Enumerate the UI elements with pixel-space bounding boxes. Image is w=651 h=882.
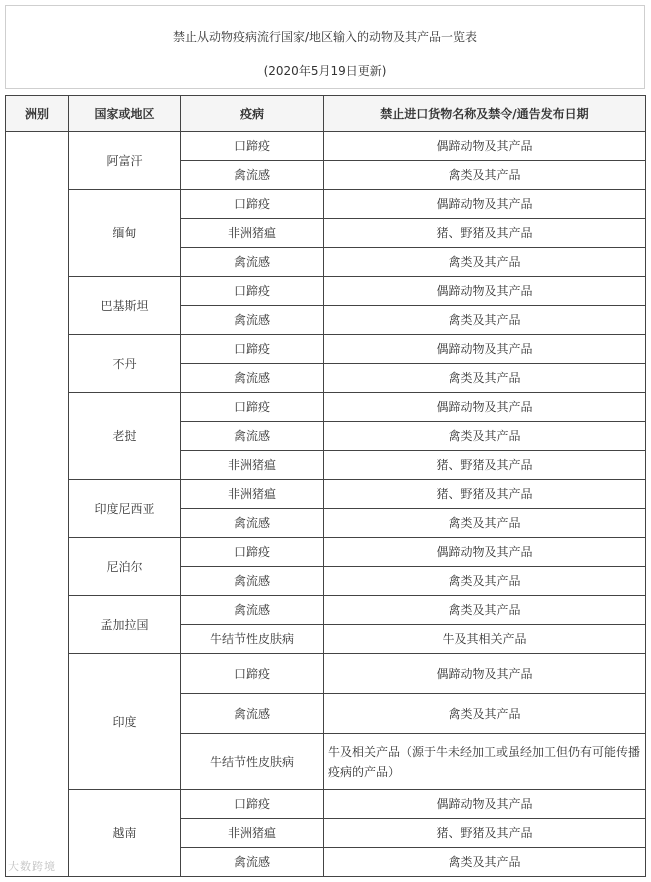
country-cell: 阿富汗 [69,132,181,190]
table-row [6,654,646,694]
goods-cell: 猪、野猪及其产品 [324,819,646,848]
goods-cell: 禽类及其产品 [324,694,646,734]
country-cell: 尼泊尔 [69,538,181,596]
ban-table [5,95,646,877]
goods-cell: 偶蹄动物及其产品 [324,538,646,567]
table-row [6,790,646,819]
table-row [6,132,646,161]
goods-cell: 禽类及其产品 [324,848,646,877]
disease-cell: 禽流感 [181,567,324,596]
page-title: 禁止从动物疫病流行国家/地区输入的动物及其产品一览表 [172,30,478,44]
goods-cell: 偶蹄动物及其产品 [324,654,646,694]
disease-cell: 禽流感 [181,422,324,451]
goods-cell: 偶蹄动物及其产品 [324,393,646,422]
disease-cell: 口蹄疫 [181,790,324,819]
goods-cell: 禽类及其产品 [324,422,646,451]
disease-cell: 禽流感 [181,364,324,393]
disease-cell: 禽流感 [181,848,324,877]
continent-cell [6,132,69,877]
goods-cell: 牛及相关产品（源于牛未经加工或虽经加工但仍有可能传播疫病的产品） [324,734,646,790]
goods-cell: 禽类及其产品 [324,567,646,596]
column-header-disease: 疫病 [181,96,324,132]
table-row [6,393,646,422]
country-cell: 巴基斯坦 [69,277,181,335]
table-row [6,335,646,364]
table-row [6,538,646,567]
table-row [6,190,646,219]
goods-cell: 偶蹄动物及其产品 [324,335,646,364]
goods-cell: 猪、野猪及其产品 [324,219,646,248]
disease-cell: 口蹄疫 [181,393,324,422]
disease-cell: 禽流感 [181,161,324,190]
table-caption [5,5,645,89]
country-cell: 印度尼西亚 [69,480,181,538]
disease-cell: 禽流感 [181,306,324,335]
goods-cell: 偶蹄动物及其产品 [324,132,646,161]
disease-cell: 口蹄疫 [181,277,324,306]
table-header-row [6,96,646,132]
disease-cell: 非洲猪瘟 [181,219,324,248]
disease-cell: 禽流感 [181,248,324,277]
disease-cell: 非洲猪瘟 [181,451,324,480]
country-cell: 孟加拉国 [69,596,181,654]
country-cell: 印度 [69,654,181,790]
goods-cell: 偶蹄动物及其产品 [324,190,646,219]
disease-cell: 口蹄疫 [181,190,324,219]
watermark: 大数跨境 [8,860,56,873]
country-cell: 越南 [69,790,181,877]
disease-cell: 非洲猪瘟 [181,819,324,848]
disease-cell: 牛结节性皮肤病 [181,734,324,790]
goods-cell: 禽类及其产品 [324,161,646,190]
country-cell: 不丹 [69,335,181,393]
goods-cell: 禽类及其产品 [324,509,646,538]
disease-cell: 口蹄疫 [181,132,324,161]
table-row [6,480,646,509]
disease-cell: 口蹄疫 [181,654,324,694]
goods-cell: 偶蹄动物及其产品 [324,277,646,306]
goods-cell: 猪、野猪及其产品 [324,451,646,480]
country-cell: 老挝 [69,393,181,480]
disease-cell: 牛结节性皮肤病 [181,625,324,654]
disease-cell: 禽流感 [181,694,324,734]
goods-cell: 禽类及其产品 [324,364,646,393]
table-row [6,596,646,625]
disease-cell: 禽流感 [181,596,324,625]
table-row [6,277,646,306]
disease-cell: 口蹄疫 [181,335,324,364]
goods-cell: 禽类及其产品 [324,306,646,335]
goods-cell: 牛及其相关产品 [324,625,646,654]
country-cell: 缅甸 [69,190,181,277]
goods-cell: 禽类及其产品 [324,248,646,277]
column-header-continent: 洲别 [6,96,69,132]
goods-cell: 偶蹄动物及其产品 [324,790,646,819]
goods-cell: 猪、野猪及其产品 [324,480,646,509]
column-header-goods: 禁止进口货物名称及禁令/通告发布日期 [324,96,646,132]
disease-cell: 非洲猪瘟 [181,480,324,509]
goods-cell: 禽类及其产品 [324,596,646,625]
disease-cell: 口蹄疫 [181,538,324,567]
column-header-country: 国家或地区 [69,96,181,132]
disease-cell: 禽流感 [181,509,324,538]
update-date: (2020年5月19日更新) [263,64,387,78]
